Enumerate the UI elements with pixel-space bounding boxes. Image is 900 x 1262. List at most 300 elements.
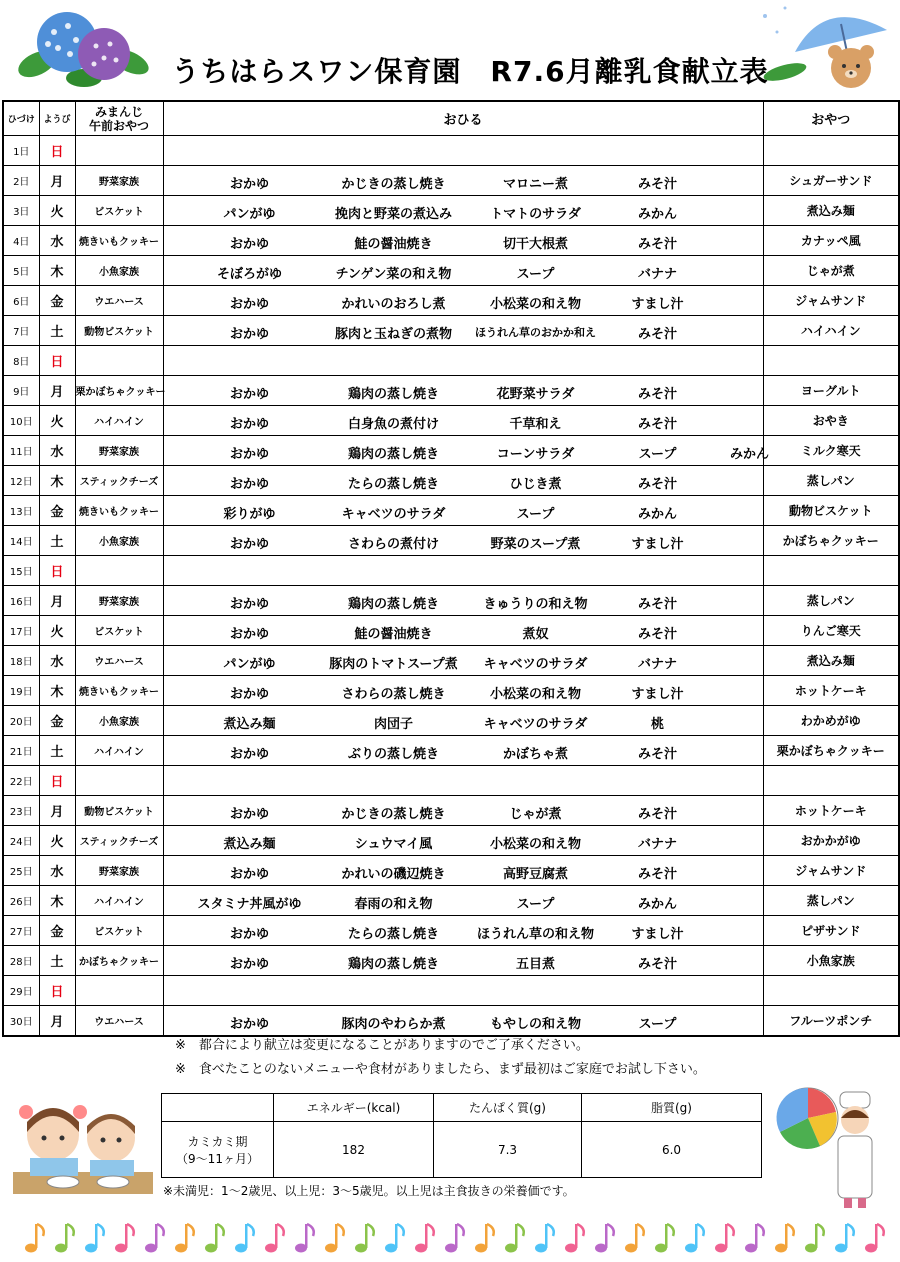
bear-umbrella-icon xyxy=(755,2,895,98)
lunch-item: おかゆ xyxy=(229,417,270,432)
lunch-cell xyxy=(163,226,763,256)
morning-snack-cell: 焼きいもクッキー xyxy=(75,676,163,706)
afternoon-snack-cell xyxy=(763,976,899,1006)
music-note-icon xyxy=(685,1224,704,1253)
lunch-item: チンゲン菜の和え物 xyxy=(335,267,452,282)
lunch-cell xyxy=(163,946,763,976)
lunch-item: スープ xyxy=(638,1017,677,1032)
date-cell: 30日 xyxy=(3,1006,39,1037)
lunch-cell xyxy=(163,826,763,856)
weekday-cell: 火 xyxy=(39,196,75,226)
note-change: ※ 都合により献立は変更になることがありますのでご了承ください。 xyxy=(175,1038,589,1053)
weekday-cell: 火 xyxy=(39,406,75,436)
lunch-item: おかゆ xyxy=(229,477,270,492)
lunch-item: 鶏肉の蒸し焼き xyxy=(347,597,440,612)
menu-row xyxy=(3,766,899,796)
date-cell: 19日 xyxy=(3,676,39,706)
music-note-icon xyxy=(355,1224,374,1253)
menu-row xyxy=(3,916,899,946)
lunch-item: 煮奴 xyxy=(522,627,549,642)
lunch-cell xyxy=(163,916,763,946)
lunch-item: おかゆ xyxy=(229,177,270,192)
morning-snack-cell: ハイハイン xyxy=(75,406,163,436)
music-note-icon xyxy=(265,1224,284,1253)
music-note-icon xyxy=(115,1224,134,1253)
lunch-item: 挽肉と野菜の煮込み xyxy=(334,207,453,222)
lunch-item: かじきの蒸し焼き xyxy=(341,807,446,822)
lunch-item: 豚肉のトマトスープ煮 xyxy=(329,657,458,672)
menu-row xyxy=(3,166,899,196)
lunch-item: おかゆ xyxy=(229,957,270,972)
menu-row xyxy=(3,526,899,556)
morning-snack-cell: 野菜家族 xyxy=(75,586,163,616)
lunch-item: トマトのサラダ xyxy=(490,207,581,222)
weekday-column-header: ようび xyxy=(39,101,75,136)
lunch-cell xyxy=(163,556,763,586)
date-cell: 15日 xyxy=(3,556,39,586)
music-note-icon xyxy=(325,1224,344,1253)
afternoon-snack-cell: わかめがゆ xyxy=(763,706,899,736)
lunch-item: みそ汁 xyxy=(637,417,678,432)
music-note-icon xyxy=(145,1224,164,1253)
afternoon-snack-cell: ミルク寒天 xyxy=(763,436,899,466)
menu-row xyxy=(3,496,899,526)
afternoon-snack-cell: 蒸しパン xyxy=(763,466,899,496)
morning-snack-cell: 野菜家族 xyxy=(75,166,163,196)
weekday-cell: 木 xyxy=(39,466,75,496)
morning-snack-cell xyxy=(75,556,163,586)
weekday-cell: 月 xyxy=(39,586,75,616)
lunch-item: 花野菜サラダ xyxy=(496,387,575,402)
lunch-item: すまし汁 xyxy=(631,927,684,942)
afternoon-snack-cell: 蒸しパン xyxy=(763,586,899,616)
weekday-cell: 水 xyxy=(39,646,75,676)
lunch-item: 春雨の和え物 xyxy=(354,897,433,912)
weekday-cell: 金 xyxy=(39,286,75,316)
lunch-item: おかゆ xyxy=(229,237,270,252)
protein-value: 7.3 xyxy=(434,1122,582,1178)
nutrition-table xyxy=(161,1093,762,1178)
lunch-item: コーンサラダ xyxy=(496,447,575,462)
menu-row xyxy=(3,556,899,586)
period-label: カミカミ期 （9～11ヶ月） xyxy=(162,1122,274,1178)
music-note-icon xyxy=(445,1224,464,1253)
afternoon-snack-cell: 煮込み麺 xyxy=(763,196,899,226)
weekday-cell: 金 xyxy=(39,706,75,736)
morning-snack-column-header: みまんじ 午前おやつ xyxy=(75,101,163,136)
lunch-item: みそ汁 xyxy=(637,387,678,402)
date-cell: 1日 xyxy=(3,136,39,166)
lunch-item: みかん xyxy=(637,207,678,222)
morning-snack-cell: ビスケット xyxy=(75,196,163,226)
lunch-item: みそ汁 xyxy=(637,807,678,822)
lunch-item: みそ汁 xyxy=(637,477,678,492)
lunch-item: みそ汁 xyxy=(637,327,678,342)
morning-snack-cell: ウエハース xyxy=(75,1006,163,1037)
lunch-item: おかゆ xyxy=(229,297,270,312)
music-note-icon xyxy=(475,1224,494,1253)
lunch-cell xyxy=(163,796,763,826)
weekday-cell: 金 xyxy=(39,916,75,946)
lunch-item: おかゆ xyxy=(229,387,270,402)
date-cell: 16日 xyxy=(3,586,39,616)
lunch-item: おかゆ xyxy=(229,597,270,612)
date-cell: 4日 xyxy=(3,226,39,256)
menu-row xyxy=(3,676,899,706)
lunch-item: バナナ xyxy=(637,837,678,852)
morning-snack-cell: 小魚家族 xyxy=(75,256,163,286)
date-cell: 28日 xyxy=(3,946,39,976)
music-note-icon xyxy=(835,1224,854,1253)
morning-snack-cell: 動物ビスケット xyxy=(75,796,163,826)
morning-snack-cell: スティックチーズ xyxy=(75,826,163,856)
date-cell: 7日 xyxy=(3,316,39,346)
lunch-item: キャベツのサラダ xyxy=(483,717,588,732)
weekday-cell: 月 xyxy=(39,796,75,826)
morning-snack-cell: 小魚家族 xyxy=(75,526,163,556)
lunch-item: みそ汁 xyxy=(637,747,678,762)
date-cell: 24日 xyxy=(3,826,39,856)
weekday-cell: 土 xyxy=(39,316,75,346)
page-title: うちはらスワン保育園 R7.6月離乳食献立表 xyxy=(171,55,769,88)
morning-snack-cell: かぼちゃクッキー xyxy=(75,946,163,976)
lunch-item: 五目煮 xyxy=(515,957,556,972)
lunch-item: 桃 xyxy=(650,717,665,732)
date-cell: 22日 xyxy=(3,766,39,796)
weekday-cell: 金 xyxy=(39,496,75,526)
afternoon-snack-cell: ホットケーキ xyxy=(763,676,899,706)
date-cell: 9日 xyxy=(3,376,39,406)
weekday-cell: 日 xyxy=(39,976,75,1006)
menu-row xyxy=(3,436,899,466)
weekday-cell: 火 xyxy=(39,616,75,646)
lunch-item: 鮭の醤油焼き xyxy=(354,627,433,642)
date-cell: 25日 xyxy=(3,856,39,886)
lunch-item: おかゆ xyxy=(229,1017,270,1032)
energy-header: エネルギー(kcal) xyxy=(274,1094,434,1122)
lunch-item: たらの蒸し焼き xyxy=(347,927,440,942)
music-note-icon xyxy=(175,1224,194,1253)
music-note-icon xyxy=(385,1224,404,1253)
lunch-item: かれいの磯辺焼き xyxy=(341,867,446,882)
hydrangea-icon xyxy=(12,4,152,92)
protein-header: たんぱく質(g) xyxy=(434,1094,582,1122)
morning-snack-cell: ハイハイン xyxy=(75,886,163,916)
fat-header: 脂質(g) xyxy=(582,1094,762,1122)
menu-row xyxy=(3,136,899,166)
lunch-cell xyxy=(163,676,763,706)
lunch-cell xyxy=(163,436,770,466)
date-cell: 18日 xyxy=(3,646,39,676)
afternoon-snack-cell: カナッペ風 xyxy=(763,226,899,256)
page-header xyxy=(0,0,900,100)
date-cell: 12日 xyxy=(3,466,39,496)
lunch-item: 切干大根煮 xyxy=(502,237,569,252)
lunch-item: みそ汁 xyxy=(637,177,678,192)
lunch-item: 鶏肉の蒸し焼き xyxy=(347,447,440,462)
energy-value: 182 xyxy=(274,1122,434,1178)
lunch-item: スープ xyxy=(516,897,555,912)
lunch-item: キャベツのサラダ xyxy=(483,657,588,672)
menu-row xyxy=(3,976,899,1006)
date-cell: 6日 xyxy=(3,286,39,316)
lunch-item: みそ汁 xyxy=(637,627,678,642)
music-note-icon xyxy=(625,1224,644,1253)
lunch-cell xyxy=(163,706,763,736)
date-cell: 13日 xyxy=(3,496,39,526)
lunch-item: すまし汁 xyxy=(631,537,684,552)
morning-snack-cell: 野菜家族 xyxy=(75,856,163,886)
lunch-item: 野菜のスープ煮 xyxy=(490,537,581,552)
afternoon-snack-cell xyxy=(763,346,899,376)
weekday-cell: 水 xyxy=(39,856,75,886)
date-cell: 20日 xyxy=(3,706,39,736)
nutritionist-icon xyxy=(770,1082,895,1212)
lunch-cell xyxy=(163,1006,763,1037)
menu-row xyxy=(3,706,899,736)
lunch-item: おかゆ xyxy=(229,747,270,762)
lunch-cell xyxy=(163,886,763,916)
lunch-item: パンがゆ xyxy=(223,657,276,672)
music-note-icon xyxy=(415,1224,434,1253)
afternoon-snack-cell: フルーツポンチ xyxy=(763,1006,899,1037)
menu-row xyxy=(3,616,899,646)
nutrition-blank-header xyxy=(162,1094,274,1122)
lunch-item: バナナ xyxy=(637,267,678,282)
lunch-item: ほうれん草の和え物 xyxy=(476,927,595,942)
menu-row xyxy=(3,316,899,346)
music-note-icon xyxy=(505,1224,524,1253)
lunch-cell xyxy=(163,466,763,496)
lunch-item: 彩りがゆ xyxy=(223,507,276,522)
afternoon-snack-cell: ジャムサンド xyxy=(763,856,899,886)
music-note-icon xyxy=(55,1224,74,1253)
lunch-item: スープ xyxy=(516,267,555,282)
morning-snack-cell: ビスケット xyxy=(75,916,163,946)
lunch-cell xyxy=(163,256,763,286)
date-cell: 8日 xyxy=(3,346,39,376)
lunch-item: おかゆ xyxy=(229,537,270,552)
menu-row xyxy=(3,886,899,916)
afternoon-snack-cell: ジャムサンド xyxy=(763,286,899,316)
lunch-item: おかゆ xyxy=(229,867,270,882)
fat-value: 6.0 xyxy=(582,1122,762,1178)
morning-snack-cell: 小魚家族 xyxy=(75,706,163,736)
lunch-item: おかゆ xyxy=(229,447,270,462)
menu-row xyxy=(3,466,899,496)
date-cell: 21日 xyxy=(3,736,39,766)
morning-snack-cell: 動物ビスケット xyxy=(75,316,163,346)
menu-row xyxy=(3,646,899,676)
date-cell: 17日 xyxy=(3,616,39,646)
afternoon-snack-cell: ホットケーキ xyxy=(763,796,899,826)
date-cell: 10日 xyxy=(3,406,39,436)
morning-snack-cell: ウエハース xyxy=(75,646,163,676)
lunch-item: おかゆ xyxy=(229,687,270,702)
nutrition-header-row xyxy=(162,1094,762,1122)
lunch-cell xyxy=(163,856,763,886)
lunch-item: キャベツのサラダ xyxy=(341,507,446,522)
lunch-item: たらの蒸し焼き xyxy=(347,477,440,492)
menu-row xyxy=(3,376,899,406)
lunch-item: おかゆ xyxy=(229,807,270,822)
lunch-column-header: おひる xyxy=(163,101,763,136)
menu-row xyxy=(3,346,899,376)
morning-snack-cell: 栗かぼちゃクッキー xyxy=(75,376,163,406)
afternoon-snack-column-header: おやつ xyxy=(763,101,899,136)
lunch-cell xyxy=(163,496,763,526)
afternoon-snack-cell: 蒸しパン xyxy=(763,886,899,916)
lunch-cell xyxy=(163,196,763,226)
menu-table xyxy=(2,100,900,1037)
lunch-item: さわらの蒸し焼き xyxy=(341,687,446,702)
lunch-item: 煮込み麺 xyxy=(223,837,276,852)
note-try-at-home: ※ 食べたことのないメニューや食材がありましたら、まず最初はご家庭でお試し下さい。 xyxy=(175,1062,706,1077)
date-column-header: ひづけ xyxy=(3,101,39,136)
menu-row xyxy=(3,796,899,826)
lunch-item: 鶏肉の蒸し焼き xyxy=(347,387,440,402)
lunch-item: 鶏肉の蒸し焼き xyxy=(347,957,440,972)
lunch-item: じゃが煮 xyxy=(509,807,562,822)
menu-row xyxy=(3,856,899,886)
lunch-cell xyxy=(163,766,763,796)
lunch-item: 煮込み麺 xyxy=(223,717,276,732)
lunch-item: 高野豆腐煮 xyxy=(502,867,569,882)
menu-row xyxy=(3,1006,899,1037)
lunch-cell xyxy=(163,736,763,766)
weekday-cell: 月 xyxy=(39,1006,75,1037)
weekday-cell: 土 xyxy=(39,526,75,556)
afternoon-snack-cell: 煮込み麺 xyxy=(763,646,899,676)
lunch-item: 豚肉と玉ねぎの煮物 xyxy=(334,327,453,342)
date-cell: 26日 xyxy=(3,886,39,916)
date-cell: 5日 xyxy=(3,256,39,286)
morning-snack-cell xyxy=(75,346,163,376)
morning-snack-cell: 焼きいもクッキー xyxy=(75,496,163,526)
lunch-item: すまし汁 xyxy=(631,297,684,312)
lunch-item: かじきの蒸し焼き xyxy=(341,177,446,192)
lunch-item: マロニー煮 xyxy=(502,177,569,192)
lunch-cell xyxy=(163,976,763,1006)
lunch-item: 小松菜の和え物 xyxy=(489,837,582,852)
lunch-item: おかゆ xyxy=(229,327,270,342)
afternoon-snack-cell xyxy=(763,556,899,586)
lunch-cell xyxy=(163,316,763,346)
date-cell: 23日 xyxy=(3,796,39,826)
morning-snack-cell: ハイハイン xyxy=(75,736,163,766)
music-note-icon xyxy=(85,1224,104,1253)
weekday-cell: 日 xyxy=(39,766,75,796)
lunch-item: スープ xyxy=(516,507,555,522)
lunch-item: かぼちゃ煮 xyxy=(502,747,569,762)
music-note-icon xyxy=(295,1224,314,1253)
menu-row xyxy=(3,946,899,976)
music-note-icon xyxy=(865,1224,884,1253)
morning-snack-cell xyxy=(75,766,163,796)
music-note-icon xyxy=(745,1224,764,1253)
lunch-item: そぼろがゆ xyxy=(216,267,283,282)
menu-row xyxy=(3,406,899,436)
weekday-cell: 木 xyxy=(39,256,75,286)
lunch-cell xyxy=(163,286,763,316)
lunch-item: 鮭の醤油焼き xyxy=(354,237,433,252)
lunch-item: ぶりの蒸し焼き xyxy=(347,747,440,762)
menu-row xyxy=(3,586,899,616)
lunch-cell xyxy=(163,376,763,406)
weekday-cell: 水 xyxy=(39,226,75,256)
lunch-item: バナナ xyxy=(637,657,678,672)
music-note-icon xyxy=(25,1224,44,1253)
music-note-icon xyxy=(205,1224,224,1253)
lunch-item: ほうれん草のおかか和え xyxy=(475,326,596,339)
lunch-item: すまし汁 xyxy=(631,687,684,702)
morning-snack-cell: 焼きいもクッキー xyxy=(75,226,163,256)
lunch-item: みかん xyxy=(729,447,770,462)
lunch-item: 肉団子 xyxy=(373,717,414,732)
lunch-item: シュウマイ風 xyxy=(354,837,433,852)
weekday-cell: 月 xyxy=(39,376,75,406)
lunch-item: おかゆ xyxy=(229,927,270,942)
date-cell: 27日 xyxy=(3,916,39,946)
weekday-cell: 日 xyxy=(39,136,75,166)
lunch-item: みそ汁 xyxy=(637,237,678,252)
music-note-icon xyxy=(235,1224,254,1253)
nutrition-footnote: ※未満児：1～2歳児、以上児：3～5歳児。以上児は主食抜きの栄養価です。 xyxy=(163,1184,575,1198)
morning-snack-cell: スティックチーズ xyxy=(75,466,163,496)
afternoon-snack-cell: ハイハイン xyxy=(763,316,899,346)
date-cell: 11日 xyxy=(3,436,39,466)
music-note-icon xyxy=(715,1224,734,1253)
menu-row xyxy=(3,196,899,226)
morning-snack-cell xyxy=(75,976,163,1006)
afternoon-snack-cell: かぼちゃクッキー xyxy=(763,526,899,556)
lunch-item: みそ汁 xyxy=(637,957,678,972)
weekday-cell: 土 xyxy=(39,736,75,766)
lunch-item: かれいのおろし煮 xyxy=(341,297,446,312)
morning-snack-cell: ウエハース xyxy=(75,286,163,316)
lunch-item: 白身魚の煮付け xyxy=(347,417,440,432)
afternoon-snack-cell: 動物ビスケット xyxy=(763,496,899,526)
menu-row xyxy=(3,736,899,766)
music-note-icon xyxy=(20,1218,890,1258)
afternoon-snack-cell: ピザサンド xyxy=(763,916,899,946)
weekday-cell: 日 xyxy=(39,346,75,376)
afternoon-snack-cell xyxy=(763,136,899,166)
afternoon-snack-cell xyxy=(763,766,899,796)
weekday-cell: 木 xyxy=(39,676,75,706)
lunch-item: さわらの煮付け xyxy=(347,537,440,552)
lunch-item: みそ汁 xyxy=(637,597,678,612)
lunch-item: 千草和え xyxy=(509,417,562,432)
menu-row xyxy=(3,286,899,316)
lunch-item: 小松菜の和え物 xyxy=(489,297,582,312)
lunch-cell xyxy=(163,166,763,196)
lunch-item: もやしの和え物 xyxy=(489,1017,582,1032)
lunch-cell xyxy=(163,526,763,556)
date-cell: 2日 xyxy=(3,166,39,196)
music-note-icon xyxy=(565,1224,584,1253)
afternoon-snack-cell: じゃが煮 xyxy=(763,256,899,286)
lunch-cell xyxy=(163,646,763,676)
date-cell: 14日 xyxy=(3,526,39,556)
menu-row xyxy=(3,256,899,286)
lunch-cell xyxy=(163,586,763,616)
weekday-cell: 水 xyxy=(39,436,75,466)
lunch-item: スープ xyxy=(638,447,677,462)
date-cell: 29日 xyxy=(3,976,39,1006)
afternoon-snack-cell: 小魚家族 xyxy=(763,946,899,976)
music-note-icon xyxy=(595,1224,614,1253)
